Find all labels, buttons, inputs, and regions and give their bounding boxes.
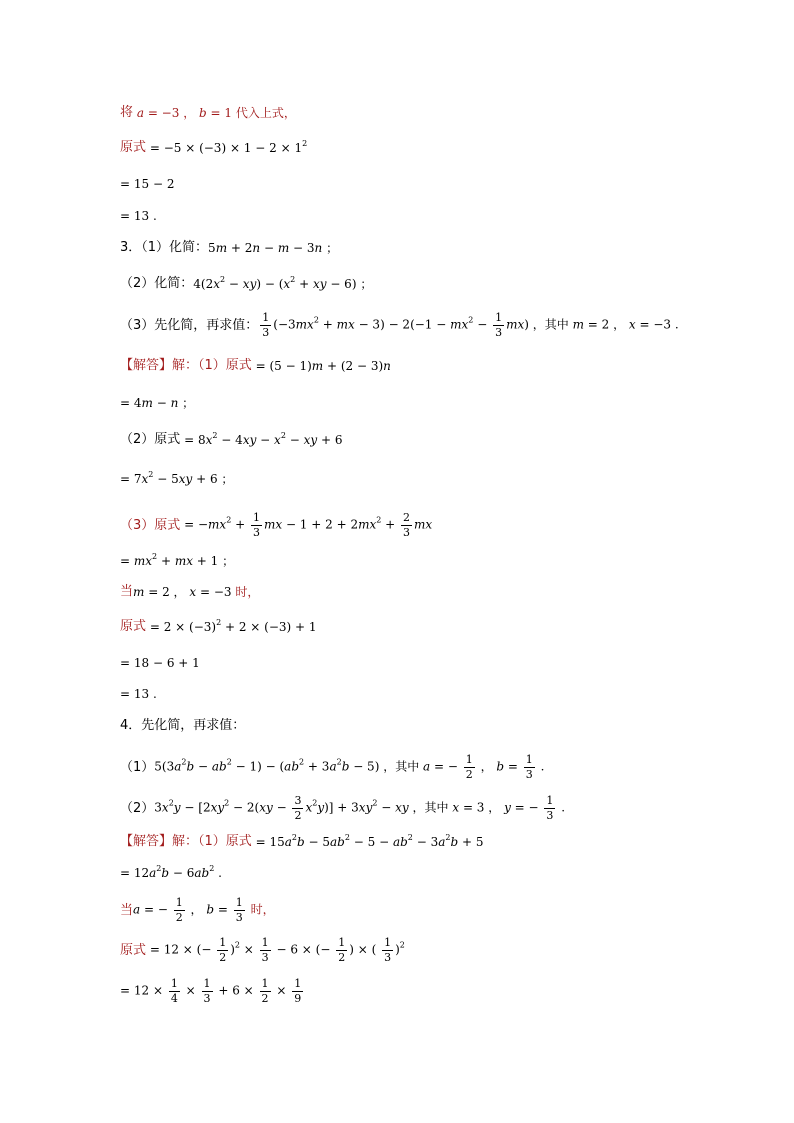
answer-4-1 <box>120 832 484 849</box>
problem-4 <box>120 719 245 732</box>
line-math: $4(2x^2 - xy) - (x^2$ + xy − 6) ； <box>193 274 373 291</box>
line-1 <box>120 106 296 119</box>
line-24 <box>120 937 405 963</box>
line-math: = 13 . <box>120 209 157 223</box>
line-math: $\frac{1}{3}$ ($-3mx^2$ + mx − $3) - 2(-1 - mx^2$ − $\frac{1}{3}$ mx) ，其中 m = 2 ， x = −3 . <box>262 311 679 339</box>
line-prefix: （1） <box>120 759 155 775</box>
line-23 <box>120 897 275 923</box>
line-math: a = − $\frac{1}{2}$ ， b = $\frac{1}{3}$ 时， <box>133 896 275 924</box>
line-prefix: 当 <box>120 584 134 599</box>
line-math: = $2 \times (-3)^2 + 2 \times (-3) + 1$ <box>146 617 317 634</box>
line-prefix: 【解答】解：（1）原式 <box>120 834 252 849</box>
line-math: = $-5 \times (-3) \times 1 - 2 \times 1^2$ <box>146 138 308 155</box>
line-prefix: 原式 <box>120 619 147 634</box>
problem-4-1 <box>120 754 544 780</box>
line-prefix: 3．（1）化简： <box>120 240 209 255</box>
line-4 <box>120 210 157 222</box>
line-math: = $12a^2b - 6ab^2$ . <box>120 864 222 880</box>
line-math: = $7x^2 - 5xy + 6$ ； <box>120 470 234 486</box>
line-2 <box>120 138 308 155</box>
line-13 <box>120 552 235 568</box>
line-prefix: 当 <box>120 902 134 918</box>
line-25 <box>120 978 305 1004</box>
line-math: = 12 × (− $\frac{1}{2}$ )$^2$ × $\frac{1}{3}$ − 6 × (− $\frac{1}{2}$ ) × ( $\frac{1}{3}$ )$^2$ <box>146 936 405 964</box>
problem-3-1 <box>120 241 338 254</box>
line-prefix: 【解答】解：（1）原式 <box>120 358 252 373</box>
line-math: 5m + 2n − m − 3n ； <box>208 240 339 255</box>
line-math: a = −3 ， b = 1 代入上式， <box>136 105 296 120</box>
line-prefix: （3）原式 <box>120 517 181 533</box>
line-math: = $15a^2b - 5ab^2 - 5 - ab^2 - 3a^2b + 5$ <box>251 832 484 849</box>
problem-3-3 <box>120 312 679 338</box>
line-prefix: 将 <box>120 105 134 120</box>
line-14 <box>120 585 259 598</box>
line-prefix: 原式 <box>120 942 147 958</box>
line-math: = $8x^2 - 4xy - x^2$ − xy + 6 <box>180 430 343 447</box>
line-22 <box>120 864 222 880</box>
line-math: = 13 . <box>120 687 157 701</box>
line-9 <box>120 397 194 409</box>
line-math: = (5 − 1)m + (2 − 3)n <box>251 358 391 373</box>
line-math: = 18 − 6 + 1 <box>120 656 200 670</box>
line-17 <box>120 688 157 700</box>
problem-4-2 <box>120 795 565 821</box>
line-prefix: （2）原式 <box>120 432 181 447</box>
line-math: $5(3a^2b - ab^2 - 1) - (ab^2 + 3a^2b - 5)$ ，其中 a = − $\frac{1}{2}$ ， b = $\frac{1}{3}$ . <box>154 753 545 781</box>
line-math: = 15 − 2 <box>120 177 175 191</box>
line-prefix: （2） <box>120 800 155 816</box>
answer-3-3 <box>120 512 432 538</box>
line-math: = 12 × $\frac{1}{4}$ × $\frac{1}{3}$ + 6 × $\frac{1}{2}$ × $\frac{1}{9}$ <box>120 977 302 1005</box>
line-math: m = 2 ， x = −3 时， <box>133 584 260 599</box>
line-prefix: （3）先化简，再求值： <box>120 317 259 333</box>
problem-3-2 <box>120 274 373 291</box>
line-16 <box>120 657 200 669</box>
line-prefix: （2）化简： <box>120 276 194 291</box>
answer-3-1 <box>120 359 391 372</box>
line-math: = $mx^2$ + mx + 1 ； <box>120 552 235 568</box>
line-math: = 4m − n ； <box>120 396 195 410</box>
answer-3-2 <box>120 430 343 447</box>
line-3 <box>120 178 174 190</box>
line-prefix: 原式 <box>120 140 147 155</box>
line-15 <box>120 617 317 634</box>
line-math: = $-mx^2$ + $\frac{1}{3}$ mx − $1 + 2 + 2mx^2$ + $\frac{2}{3}$ mx <box>180 511 433 539</box>
line-math: $3x^2y - [2xy^2 - 2(xy$ − $\frac{3}{2}$ $x^2y)] + 3xy^2$ − xy ，其中 x = 3 ， y = − $\frac{1}{3}$ . <box>154 794 566 822</box>
line-prefix: 4．先化简，再求值： <box>120 718 246 733</box>
line-11 <box>120 470 234 486</box>
